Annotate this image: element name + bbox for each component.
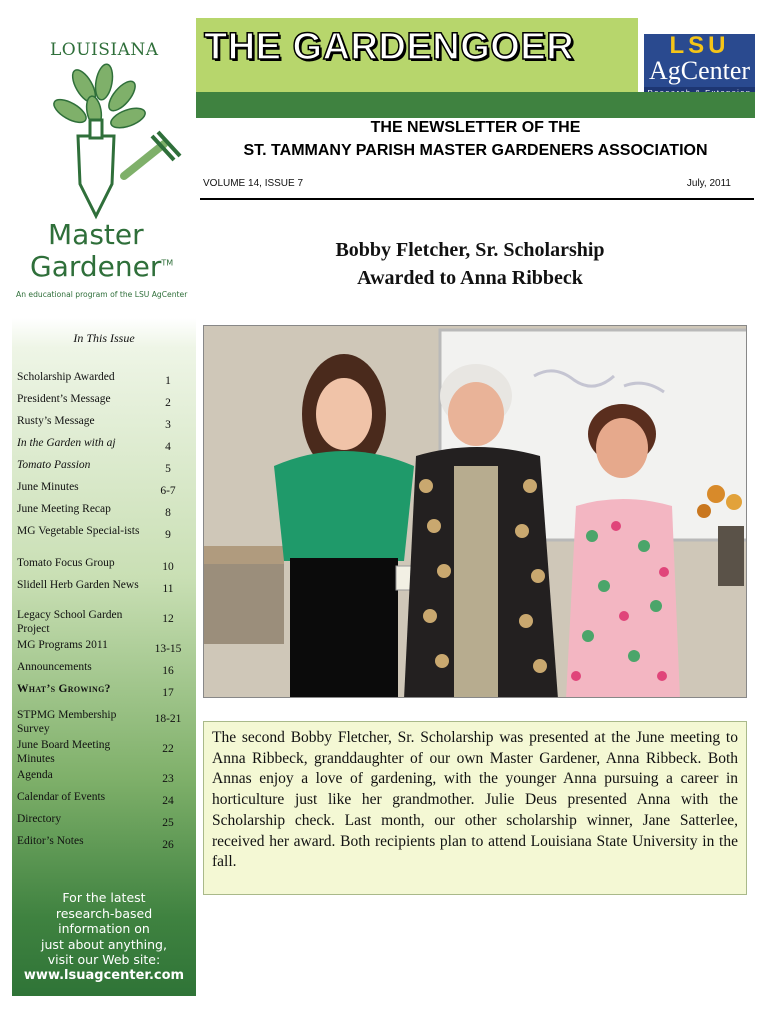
promo-line: visit our Web site: [47,952,161,967]
toc-item-page: 25 [162,817,174,829]
toc-item-page: 13-15 [154,643,182,655]
website-promo [12,890,196,983]
toc-item-title: Scholarship Awarded [17,371,115,383]
toc-item[interactable] [17,480,189,498]
subtitle-line-1: THE NEWSLETTER OF THE [370,119,581,136]
toc-item-page: 12 [162,613,174,625]
toc-item-page: 24 [162,795,174,807]
toc-item[interactable] [17,524,189,542]
promo-line: just about anything, [41,936,167,952]
toc-item[interactable] [17,790,189,808]
toc-item-title: Announcements [17,661,92,673]
toc-item-page: 1 [165,375,171,387]
toc-item-title: What’s Growing? [17,683,111,695]
toc-item[interactable] [17,556,189,574]
toc-item[interactable] [17,578,189,596]
toc-item-page: 5 [165,463,171,475]
toc-item[interactable] [17,660,189,678]
toc-item-title: June Minutes [17,481,79,493]
toc-item[interactable] [17,392,189,410]
lsu-agcenter-logo [644,34,755,98]
title-banner [196,18,638,92]
toc-item-page: 10 [162,561,174,573]
toc-item[interactable] [17,768,189,786]
logo-tagline: An educational program of the LSU AgCenter [16,290,188,299]
toc-item[interactable] [17,738,189,766]
toc-item-page: 9 [165,529,171,541]
toc-item-page: 8 [165,507,171,519]
lsu-logo-middle: AgCenter [648,56,751,85]
header-stripe [196,92,755,118]
toc-item-page: 17 [162,687,174,699]
logo-louisiana-text: LOUISIANA [50,40,159,60]
toc-item-page: 4 [165,441,171,453]
toc-item-page: 2 [165,397,171,409]
toc-item-page: 11 [162,583,174,595]
toc-item-page: 16 [162,665,174,677]
photo-illustration [204,326,747,698]
toc-item[interactable] [17,414,189,432]
toc-item-page: 22 [162,743,174,755]
toc-item-title: June Meeting Recap [17,503,111,515]
logo-master-text: Master [48,218,144,251]
toc-item-page: 3 [165,419,171,431]
headline-line-2: Awarded to Anna Ribbeck [357,267,583,289]
logo-gardener-text [30,250,173,283]
toc-item-title: MG Vegetable Special-ists [17,525,140,537]
toc-item[interactable] [17,436,189,454]
subtitle-line-2: ST. TAMMANY PARISH MASTER GARDENERS ASSOCIATION [243,142,708,159]
trademark-mark: TM [161,258,174,268]
issue-date: July, 2011 [686,178,731,189]
toc-item[interactable] [17,682,189,700]
toc-item-title: Slidell Herb Garden News [17,579,139,591]
promo-line: research-based [55,905,153,921]
toc-item-title: In the Garden with aj [17,437,116,449]
toc-item-title: President’s Message [17,393,111,405]
article-body: The second Bobby Fletcher, Sr. Scholarship was presented at the June meeting to Anna Ribbeck, granddaughter of our own Master Gardener, Anna Ribbeck. Both Annas enjoy a love of gardening, with the younger Anna pursuing a career in horticulture just like her grandmother. Julie Deus presented Anna with the Scholarship check. Last month, our other scholarship winner, Jane Satterlee, received her award. Both recipients plan to attend Louisiana State University in the fall. [203,721,747,895]
toc-item-title: Directory [17,813,62,825]
trowel-plant-icon [32,56,182,226]
toc-item[interactable] [17,834,189,852]
toc-item-title: Agenda [17,769,53,781]
toc-item-page: 18-21 [154,713,182,725]
toc-item-page: 6-7 [160,485,176,497]
toc-item-page: 26 [162,839,174,851]
toc-item-title: Tomato Focus Group [17,557,115,569]
volume-issue: VOLUME 14, ISSUE 7 [203,178,304,189]
promo-line: information on [58,921,150,936]
toc-item-title: Editor’s Notes [17,835,84,847]
promo-line: For the latest [62,890,146,905]
toc-item-title: Rusty’s Message [17,415,95,427]
toc-item[interactable] [17,638,189,656]
toc-heading: In This Issue [73,331,135,345]
sidebar [12,18,196,996]
lsu-logo-top: LSU [669,32,730,59]
toc-item[interactable] [17,370,189,388]
toc-item-title: MG Programs 2011 [17,639,108,651]
newsletter-title: THE GARDENGOER [204,26,575,68]
toc-item-title: Calendar of Events [17,791,106,803]
toc-item[interactable] [17,502,189,520]
website-link[interactable]: www.lsuagcenter.com [23,967,185,983]
header-divider [200,198,754,200]
article-headline [196,236,744,292]
toc-item-title: STPMG Membership Survey [17,709,117,735]
master-gardener-logo [12,18,196,318]
toc-item-title: Tomato Passion [17,459,91,471]
toc-item-title: Legacy School Garden Project [17,609,123,635]
scholarship-photo [203,325,747,698]
headline-line-1: Bobby Fletcher, Sr. Scholarship [335,239,605,261]
toc-item-title: June Board Meeting Minutes [17,739,111,765]
toc-item-page: 23 [162,773,174,785]
toc-item[interactable] [17,812,189,830]
toc-item[interactable] [17,608,189,636]
toc-item[interactable] [17,458,189,476]
toc-item[interactable] [17,708,189,736]
logo-gardener-word: Gardener [30,250,162,283]
